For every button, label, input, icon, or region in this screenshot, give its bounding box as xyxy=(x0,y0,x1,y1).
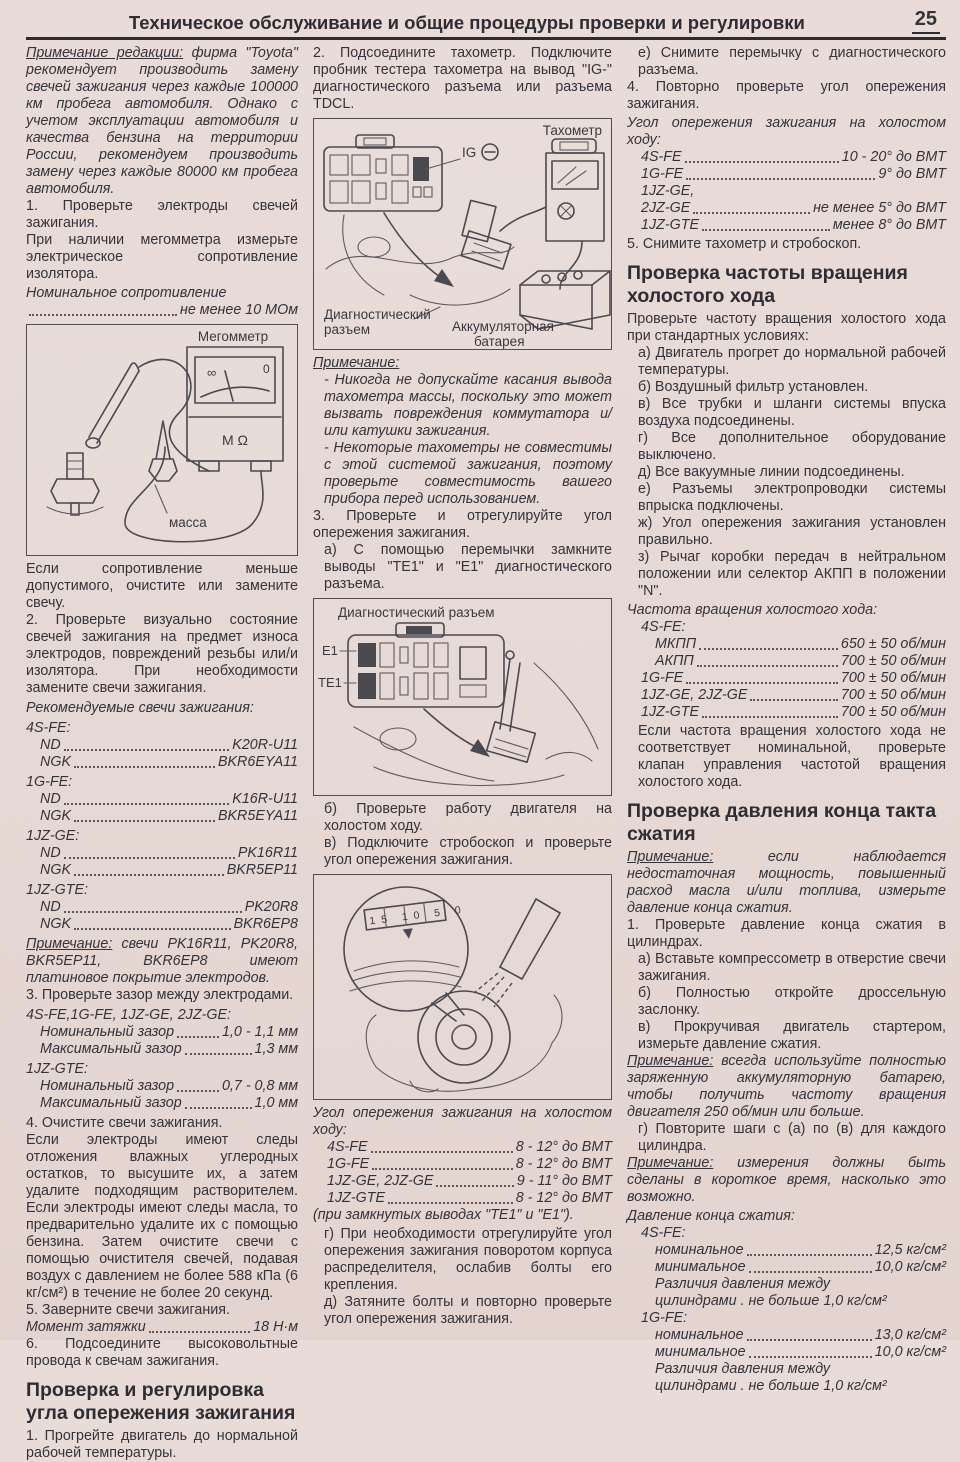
fig3-e1-label: E1 xyxy=(322,643,338,658)
fig2-diag-label-2: разъем xyxy=(324,322,370,337)
pressure-title: Давление конца сжатия: xyxy=(627,1208,795,1224)
dotted-leader xyxy=(29,314,177,316)
idle-condition: а) Двигатель прогрет до нормальной рабочей температуры. xyxy=(638,345,946,378)
spec-line: АКПП 700 ± 50 об/мин xyxy=(655,653,946,669)
columns xyxy=(26,45,946,1461)
fig4-timing-scale: 15 10 5 0 xyxy=(368,903,468,928)
comp-step-v: в) Прокручивая двигатель стартером, измерьте давление сжатия. xyxy=(638,1019,946,1052)
spec-line: минимальное 10,0 кг/см² xyxy=(655,1259,946,1275)
idle-outro: Если частота вращения холостого хода не соответствует номинальной, проверьте клапан управления частотой вращения холостого хода. xyxy=(638,723,946,790)
spec-line: 1G-FE 700 ± 50 об/мин xyxy=(641,670,946,686)
idle-condition: б) Воздушный фильтр установлен. xyxy=(638,379,869,395)
idle-title: Частота вращения холостого хода: xyxy=(627,602,878,618)
fig1-scale-inf: ∞ xyxy=(207,365,217,380)
spec-line: минимальное 10,0 кг/см² xyxy=(655,1344,946,1360)
step-3e: е) Снимите перемычку с диагностического разъема. xyxy=(638,45,946,78)
timing-title: Угол опережения зажигания на холостом ходу: xyxy=(313,1105,612,1138)
spec-line: МКПП 650 ± 50 об/мин xyxy=(655,636,946,652)
spec-line: 1G-FE 9° до ВМТ xyxy=(641,166,946,182)
spec-line: 1G-FE 8 - 12° до ВМТ xyxy=(327,1156,612,1172)
compression-spec: Давление конца сжатия: 4S-FE: номинальное 12,5 кг/см² минимальное 10,0 кг/см² Различия давления между цилиндрами . не больше 1,0 кг/см² 1G-FE: номинальное 13,0 кг/см² минимальное 10,0 кг/см² Различия давления между цилиндрами . не больше 1,0 кг/см² xyxy=(627,1208,946,1394)
comp-step-g: г) Повторите шаги с (а) по (в) для каждого цилиндра. xyxy=(638,1121,946,1154)
idle-intro: Проверьте частоту вращения холостого хода при стандартных условиях: xyxy=(627,311,946,344)
step-3d: д) Затяните болты и повторно проверьте угол опережения зажигания. xyxy=(324,1294,612,1327)
note-item: - Никогда не допускайте касания вывода тахометра массы, поскольку это может вызвать повреждения коммутатора и/или катушки зажигания. xyxy=(324,372,612,439)
fig2-tach-label: Тахометр xyxy=(542,123,602,138)
timing-title: Угол опережения зажигания на холостом ходу: xyxy=(627,115,946,148)
figure-diag-connector xyxy=(313,598,612,796)
step-3b: б) Проверьте работу двигателя на холостом ходу. xyxy=(324,801,612,834)
torque-spec: Момент затяжки 18 Н·м xyxy=(26,1319,298,1335)
spec-line: NGK BKR5EP11 xyxy=(40,862,298,878)
note-lead: Примечание редакции: xyxy=(26,45,184,61)
spec-line: ND K16R-U11 xyxy=(40,791,298,807)
spec-line: NGK BKR6EYA11 xyxy=(40,754,298,770)
comp-step-1: 1. Проверьте давление конца сжатия в цилиндрах. xyxy=(627,917,946,950)
plug-group: 1G-FE: ND K16R-U11 NGK BKR5EYA11 xyxy=(26,774,298,824)
idle-condition: з) Рычаг коробки передач в нейтральном положении или селектор АКПП в положении "N". xyxy=(638,549,946,599)
fig2-diag-label-1: Диагностический xyxy=(324,307,431,322)
spec-line: Максимальный зазор 1,3 мм xyxy=(40,1041,298,1057)
figure-megohmmeter xyxy=(26,324,298,556)
figure-timing-marks xyxy=(313,874,612,1100)
spec-line: Максимальный зазор 1,0 мм xyxy=(40,1095,298,1111)
step-6: 6. Подсоедините высоковольтные провода к свечам зажигания. xyxy=(26,1336,298,1369)
comp-step-b: б) Полностью откройте дроссельную заслонку. xyxy=(638,985,946,1018)
spec-line: 1JZ-GTE 700 ± 50 об/мин xyxy=(641,704,946,720)
step-4-text: Если электроды имеют следы отложения влажных углеродных остатков, то высушите их, а затем удалите подходящим растворителем. Если электроды имеют следы масла, то предварительно удалите их с помощью бензина. Затем очистите свечи с помощью очистителя свечей, подавая воздух с давлением не более 588 кПа (6 кг/см²) в течение не более 20 секунд. xyxy=(26,1132,298,1301)
spec-line: Номинальный зазор 0,7 - 0,8 мм xyxy=(40,1078,298,1094)
editorial-note: Примечание редакции: фирма "Toyota" рекомендует производить замену свечей зажигания через каждые 100000 км пробега автомобиля. Однако с учетом эксплуатации автомобиля и качества бензина на территории России, рекомендуем производить замену через каждые 80000 км пробега автомобиля. xyxy=(26,45,298,197)
column-left xyxy=(26,45,298,1461)
spec-line: NGK BKR6EP8 xyxy=(40,916,298,932)
compression-note: Примечание: если наблюдается недостаточная мощность, повышенный расход масла и/или топлива, измерьте давление конца сжатия. xyxy=(627,849,946,916)
step-4: 4. Повторно проверьте угол опережения зажигания. xyxy=(627,79,946,112)
spec-line: 1JZ-GE, 2JZ-GE 9 - 11° до ВМТ xyxy=(327,1173,612,1189)
spec-line: 1JZ-GE, 2JZ-GE 700 ± 50 об/мин xyxy=(641,687,946,703)
step-3: 3. Проверьте зазор между электродами. xyxy=(26,987,294,1003)
spec-line: 2JZ-GE не менее 5° до ВМТ xyxy=(641,200,946,216)
fig1-unit-label: М Ω xyxy=(221,432,249,448)
resistance-spec: Номинальное сопротивление не менее 10 МОм xyxy=(26,285,298,318)
page-number: 25 xyxy=(912,8,940,34)
spec-line: Номинальный зазор 1,0 - 1,1 мм xyxy=(40,1024,298,1040)
step-2: 2. Проверьте визуально состояние свечей зажигания на предмет износа электродов, повреждений резьбы или/и изолятора. При необходимости замените свечи зажигания. xyxy=(26,612,298,696)
column-right xyxy=(627,45,946,1394)
fig3-te1-label: TE1 xyxy=(318,675,342,690)
spec-line: NGK BKR5EYA11 xyxy=(40,808,298,824)
timing-recheck-spec xyxy=(627,115,946,234)
page-header xyxy=(26,6,946,40)
spec-line: ND PK16R11 xyxy=(40,845,298,861)
step-3a: а) С помощью перемычки замкните выводы "TE1" и "E1" диагностического разъема. xyxy=(324,542,612,592)
step-3v: в) Подключите стробоскоп и проверьте угол опережения зажигания. xyxy=(324,835,612,868)
step-3: 3. Проверьте и отрегулируйте угол опережения зажигания. xyxy=(313,508,612,541)
note: Примечание: xyxy=(313,355,400,371)
idle-condition: д) Все вакуумные линии подсоединены. xyxy=(638,464,905,480)
spec-line: 4S-FE 8 - 12° до ВМТ xyxy=(327,1139,612,1155)
note-item: - Некоторые тахометры не совместимы с этой системой зажигания, поэтому проверьте совместимость вашего прибора перед использованием. xyxy=(324,440,612,507)
fig3-title: Диагностический разъем xyxy=(338,605,495,620)
after-fig1: Если сопротивление меньше допустимого, очистите или замените свечу. xyxy=(26,561,298,611)
timing-spec xyxy=(313,1105,612,1224)
gap-group: 1JZ-GTE: Номинальный зазор 0,7 - 0,8 мм Максимальный зазор 1,0 мм xyxy=(26,1061,298,1111)
spec-line: 1JZ-GTE менее 8° до ВМТ xyxy=(641,217,946,233)
figure-tachometer xyxy=(313,118,612,350)
time-note: Примечание: измерения должны быть сделаны в короткое время, насколько это возможно. xyxy=(627,1155,946,1205)
spec-line: 1JZ-GE, xyxy=(641,183,695,199)
spec-line: 1JZ-GTE 8 - 12° до ВМТ xyxy=(327,1190,612,1206)
step-4: 4. Очистите свечи зажигания. xyxy=(26,1115,223,1131)
idle-condition: е) Разъемы электропроводки системы впрыска подключены. xyxy=(638,481,946,514)
spec-line: номинальное 13,0 кг/см² xyxy=(655,1327,946,1343)
heading-idle-check: Проверка частоты вращения холостого хода xyxy=(627,262,908,307)
platinum-note: Примечание: свечи PK16R11, PK20R8, BKR5EP11, BKR6EP8 имеют платиновое покрытие электродов. xyxy=(26,936,298,986)
spec-line: 4S-FE 10 - 20° до ВМТ xyxy=(641,149,946,165)
heading-compression-check: Проверка давления конца такта сжатия xyxy=(627,800,937,845)
step-5: 5. Заверните свечи зажигания. xyxy=(26,1302,230,1318)
step-5: 5. Снимите тахометр и стробоскоп. xyxy=(627,236,862,252)
step-1-text: При наличии мегомметра измерьте электрическое сопротивление изолятора. xyxy=(26,232,298,282)
battery-note: Примечание: всегда используйте полностью заряженную аккумуляторную батарею, чтобы получить частоту вращения двигателя 250 об/мин или больше. xyxy=(627,1053,946,1120)
timing-step-1: 1. Прогрейте двигатель до нормальной рабочей температуры. xyxy=(26,1428,298,1461)
timing-note: (при замкнутых выводах "TE1" и "E1"). xyxy=(313,1207,574,1223)
spec-line: ND K20R-U11 xyxy=(40,737,298,753)
spec-line: ND PK20R8 xyxy=(40,899,298,915)
fig2-battery-label-1: Аккумуляторная xyxy=(452,319,554,334)
plugs-title: Рекомендуемые свечи зажигания: xyxy=(26,700,254,716)
step-2-tachometer: 2. Подсоедините тахометр. Подключите пробник тестера тахометра на вывод "IG-" диагностического разъема или разъема TDCL. xyxy=(313,45,612,112)
column-middle xyxy=(313,45,612,1335)
gap-group: 4S-FE,1G-FE, 1JZ-GE, 2JZ-GE: Номинальный зазор 1,0 - 1,1 мм Максимальный зазор 1,3 мм xyxy=(26,1007,298,1057)
step-1: 1. Проверьте электроды свечей зажигания. xyxy=(26,198,298,231)
idle-speed-spec: Частота вращения холостого хода: 4S-FE: МКПП 650 ± 50 об/мин АКПП 700 ± 50 об/мин 1G-FE 700 ± 50 об/мин 1JZ-GE, 2JZ-GE 700 ± 50 об/мин 1JZ-GTE 700 ± 50 об/мин xyxy=(627,602,946,720)
spec-line: номинальное 12,5 кг/см² xyxy=(655,1242,946,1258)
fig1-ground-label: масса xyxy=(169,515,207,530)
page-title: Техническое обслуживание и общие процедуры проверки и регулировки xyxy=(128,12,805,33)
fig1-meter-label: Мегомметр xyxy=(197,329,269,344)
plug-group: 1JZ-GE: ND PK16R11 NGK BKR5EP11 xyxy=(26,828,298,878)
step-3g: г) При необходимости отрегулируйте угол опережения зажигания поворотом корпуса распределителя, ослабив болты его крепления. xyxy=(324,1226,612,1293)
fig1-scale-zero: 0 xyxy=(263,362,270,376)
plug-group: 1JZ-GTE: ND PK20R8 NGK BKR6EP8 xyxy=(26,882,298,932)
heading-timing-check: Проверка и регулировка угла опережения зажигания xyxy=(26,1379,296,1424)
comp-step-a: а) Вставьте компрессометр в отверстие свечи зажигания. xyxy=(638,951,946,984)
plug-group: 4S-FE: ND K20R-U11 NGK BKR6EYA11 xyxy=(26,720,298,770)
fig2-battery-label-2: батарея xyxy=(474,334,525,349)
fig2-ig-label: IG xyxy=(462,145,477,160)
idle-condition: в) Все трубки и шланги системы впуска воздуха подсоединены. xyxy=(638,396,946,429)
idle-condition: г) Все дополнительное оборудование выключено. xyxy=(638,430,946,463)
idle-condition: ж) Угол опережения зажигания установлен правильно. xyxy=(638,515,946,548)
